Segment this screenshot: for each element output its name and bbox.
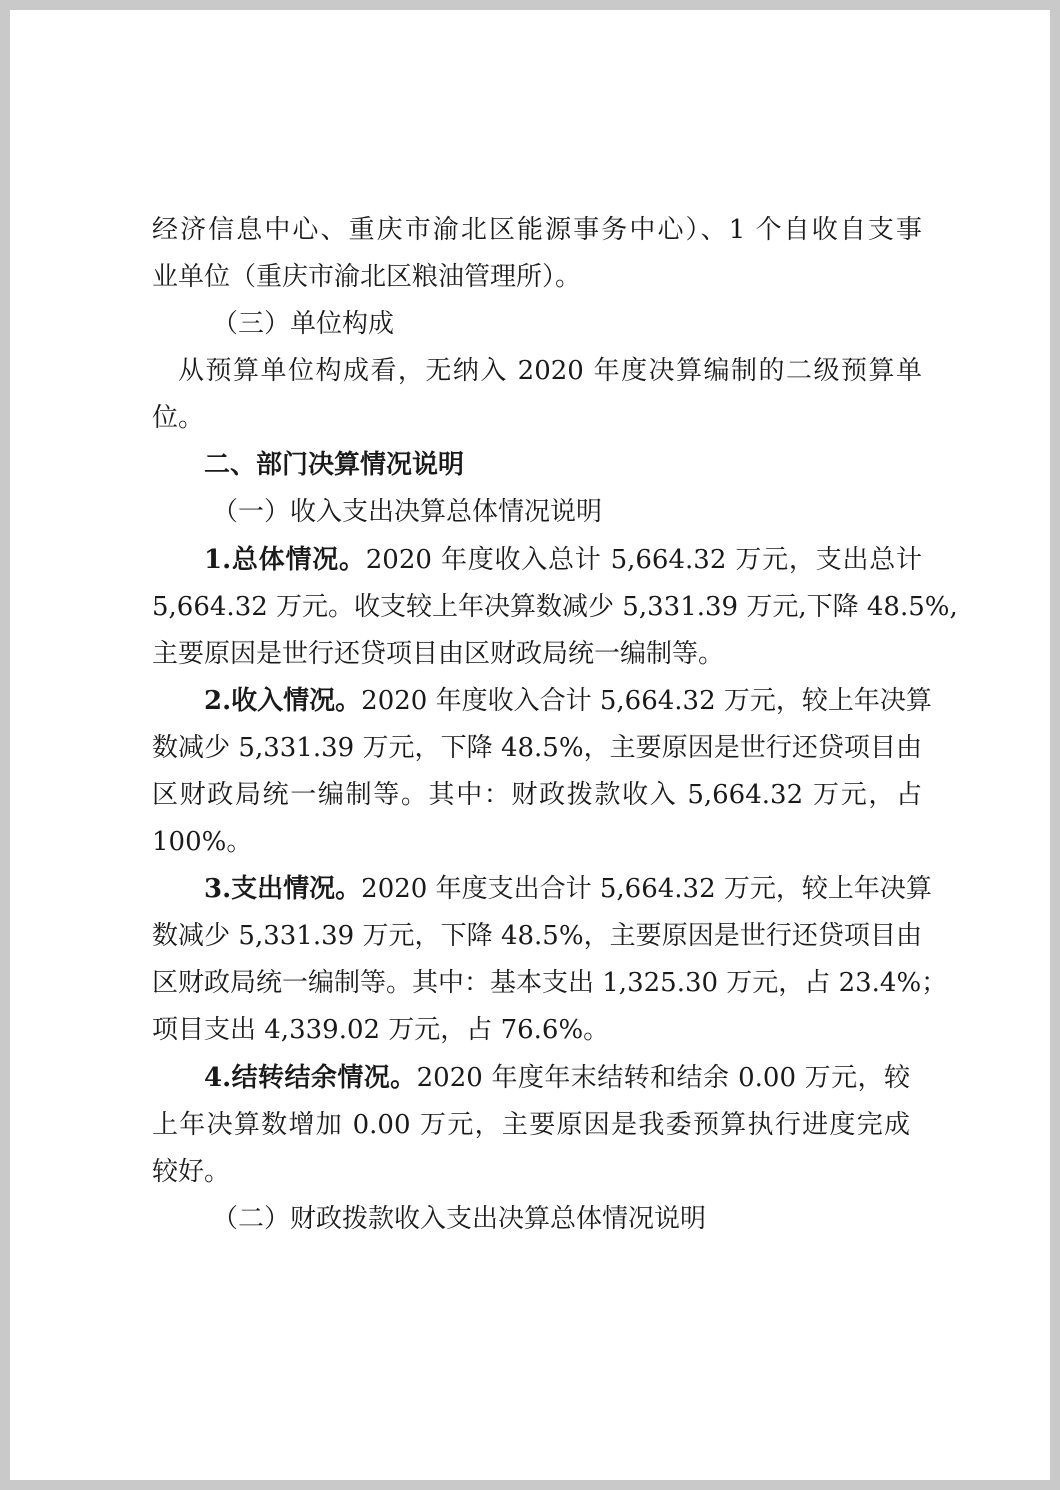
paragraph-title: 4.结转结余情况。 (204, 1063, 417, 1093)
paragraph-text: 2020 年度收入总计 5,664.32 万元，支出总计 (365, 545, 922, 575)
text-line: 上年决算数增加 0.00 万元，主要原因是我委预算执行进度完成 (152, 1110, 910, 1140)
paragraph-overall-line (204, 545, 922, 575)
text-line: 区财政局统一编制等。其中：财政拨款收入 5,664.32 万元，占 (152, 780, 922, 810)
section-heading-unit-composition: （三）单位构成 (212, 309, 395, 339)
document-page (10, 10, 1050, 1480)
paragraph-income-line (204, 686, 932, 716)
paragraph-title: 2.收入情况。 (204, 686, 362, 716)
section-heading-department-accounts: 二、部门决算情况说明 (204, 450, 465, 480)
text-line: 业单位（重庆市渝北区粮油管理所）。 (152, 262, 582, 292)
paragraph-text: 2020 年度收入合计 5,664.32 万元，较上年决算 (361, 686, 932, 716)
section-heading-income-expense: （一）收入支出决算总体情况说明 (212, 497, 603, 527)
text-line: 5,664.32 万元。收支较上年决算数减少 5,331.39 万元,下降 48.5%, (152, 592, 958, 622)
text-line: 位。 (152, 403, 205, 433)
text-line: 100%。 (152, 827, 253, 857)
paragraph-expense-line (204, 874, 932, 904)
text-line: 从预算单位构成看，无纳入 2020 年度决算编制的二级预算单 (178, 356, 922, 386)
paragraph-text: 2020 年度年末结转和结余 0.00 万元，较 (416, 1063, 910, 1093)
section-heading-fiscal-appropriation: （二）财政拨款收入支出决算总体情况说明 (212, 1204, 707, 1234)
text-line: 数减少 5,331.39 万元，下降 48.5%，主要原因是世行还贷项目由 (152, 921, 922, 951)
paragraph-text: 2020 年度支出合计 5,664.32 万元，较上年决算 (361, 874, 932, 904)
text-line: 项目支出 4,339.02 万元，占 76.6%。 (152, 1015, 610, 1045)
text-line: 区财政局统一编制等。其中：基本支出 1,325.30 万元，占 23.4%； (152, 968, 948, 998)
paragraph-carryover-line (204, 1063, 910, 1093)
text-line: 主要原因是世行还贷项目由区财政局统一编制等。 (152, 639, 725, 669)
text-line: 经济信息中心、重庆市渝北区能源事务中心）、1 个自收自支事 (152, 215, 922, 245)
text-line: 较好。 (152, 1157, 231, 1187)
paragraph-title: 1.总体情况。 (204, 545, 366, 575)
paragraph-title: 3.支出情况。 (204, 874, 362, 904)
text-line: 数减少 5,331.39 万元，下降 48.5%，主要原因是世行还贷项目由 (152, 733, 922, 763)
